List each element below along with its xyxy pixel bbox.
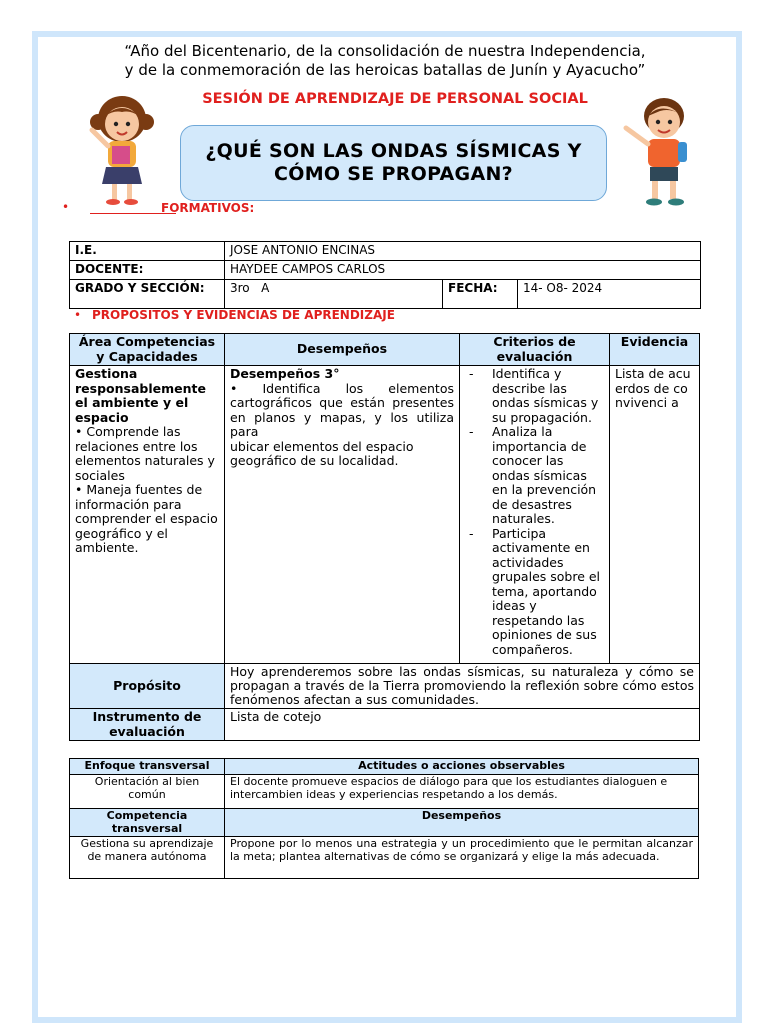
lesson-title-box <box>180 125 607 201</box>
desempeno-cell <box>225 366 460 664</box>
desempeno-item: • Identifica los elementos cartográficos que están presentes en planos y mapas, y los utiliza para <box>230 380 454 439</box>
evidencia-cell: Lista de acuerdos de convivenci a <box>610 366 700 664</box>
competencia-cell <box>70 366 225 664</box>
learning-table <box>69 333 700 741</box>
desempeno-transversal-value: Propone por lo menos una estrategia y un procedimiento que le permitan alcanzar la meta; plantea alternativas de cómo se organizará y elige la más adecuada. <box>225 837 699 879</box>
lesson-title-line-2: CÓMO SE PROPAGAN? <box>274 163 513 185</box>
competencia-title: Gestiona responsablemente el ambiente y el espacio <box>75 366 206 425</box>
desempeno-item-cont: ubicar elementos del espacio geográfico de su localidad. <box>230 438 414 468</box>
enfoque-header: Enfoque transversal <box>70 759 225 775</box>
desempeno-title: Desempeños 3° <box>230 366 340 381</box>
formativos-label: FORMATIVOS: <box>161 201 255 215</box>
actitudes-header: Actitudes o acciones observables <box>225 759 699 775</box>
competencia-transversal-header: Competencia transversal <box>70 809 225 837</box>
lesson-title-line-1: ¿QUÉ SON LAS ONDAS SÍSMICAS Y <box>205 140 582 162</box>
header-criterios: Criterios de evaluación <box>460 334 610 366</box>
enfoque-value: Orientación al bien común <box>70 775 225 809</box>
proposito-text: Hoy aprenderemos sobre las ondas sísmicas, su naturaleza y cómo se propagan a través de la Tierra promoviendo la reflexión sobre cómo estos fenómenos afectan a sus comunidades. <box>225 664 700 709</box>
boy-illustration <box>620 94 700 210</box>
instrumento-label: Instrumento de evaluación <box>70 709 225 741</box>
ie-label: I.E. <box>70 242 225 261</box>
session-title: SESIÓN DE APRENDIZAJE DE PERSONAL SOCIAL <box>202 91 588 107</box>
instrumento-value: Lista de cotejo <box>225 709 700 741</box>
enfoque-table <box>69 758 699 879</box>
header-desempenos: Desempeños <box>225 334 460 366</box>
grado-value: 3ro A <box>225 280 443 309</box>
bullet-formativos: • <box>62 200 70 214</box>
motto-line-1: “Año del Bicentenario, de la consolidación de nuestra Independencia, <box>124 42 646 60</box>
capacidad-2: • Maneja fuentes de información para comprender el espacio geográfico y el ambiente. <box>75 482 218 555</box>
fecha-label: FECHA: <box>443 280 518 309</box>
actitud-value: El docente promueve espacios de diálogo para que los estudiantes dialoguen e intercambien ideas y experiencias respetando a los demás. <box>225 775 699 809</box>
criterio-1: - Identifica y describe las ondas sísmicas y su propagación. <box>465 367 604 425</box>
competencia-transversal-value: Gestiona su aprendizaje de manera autónoma <box>70 837 225 879</box>
criterios-cell <box>460 366 610 664</box>
header-area: Área Competencias y Capacidades <box>70 334 225 366</box>
desempenos-header: Desempeños <box>225 809 699 837</box>
proposito-label: Propósito <box>70 664 225 709</box>
docente-label: DOCENTE: <box>70 261 225 280</box>
girl-illustration <box>86 94 158 208</box>
ie-value: JOSE ANTONIO ENCINAS <box>225 242 701 261</box>
criterio-3: - Participa activamente en actividades grupales sobre el tema, aportando ideas y respetando las opiniones de sus compañeros. <box>465 527 604 658</box>
header-evidencia: Evidencia <box>610 334 700 366</box>
criterio-2: - Analiza la importancia de conocer las ondas sísmicas en la prevención de desastres naturales. <box>465 425 604 527</box>
bullet-propositos: • <box>74 308 82 322</box>
capacidad-1: • Comprende las relaciones entre los elementos naturales y sociales <box>75 424 215 483</box>
docente-value: HAYDEE CAMPOS CARLOS <box>225 261 701 280</box>
propositos-label: PROPOSITOS Y EVIDENCIAS DE APRENDIZAJE <box>92 308 395 322</box>
grado-label: GRADO Y SECCIÓN: <box>70 280 225 309</box>
motto-line-2: y de la conmemoración de las heroicas batallas de Junín y Ayacucho” <box>124 61 646 79</box>
fecha-value: 14- O8- 2024 <box>518 280 701 309</box>
info-table <box>69 241 701 309</box>
